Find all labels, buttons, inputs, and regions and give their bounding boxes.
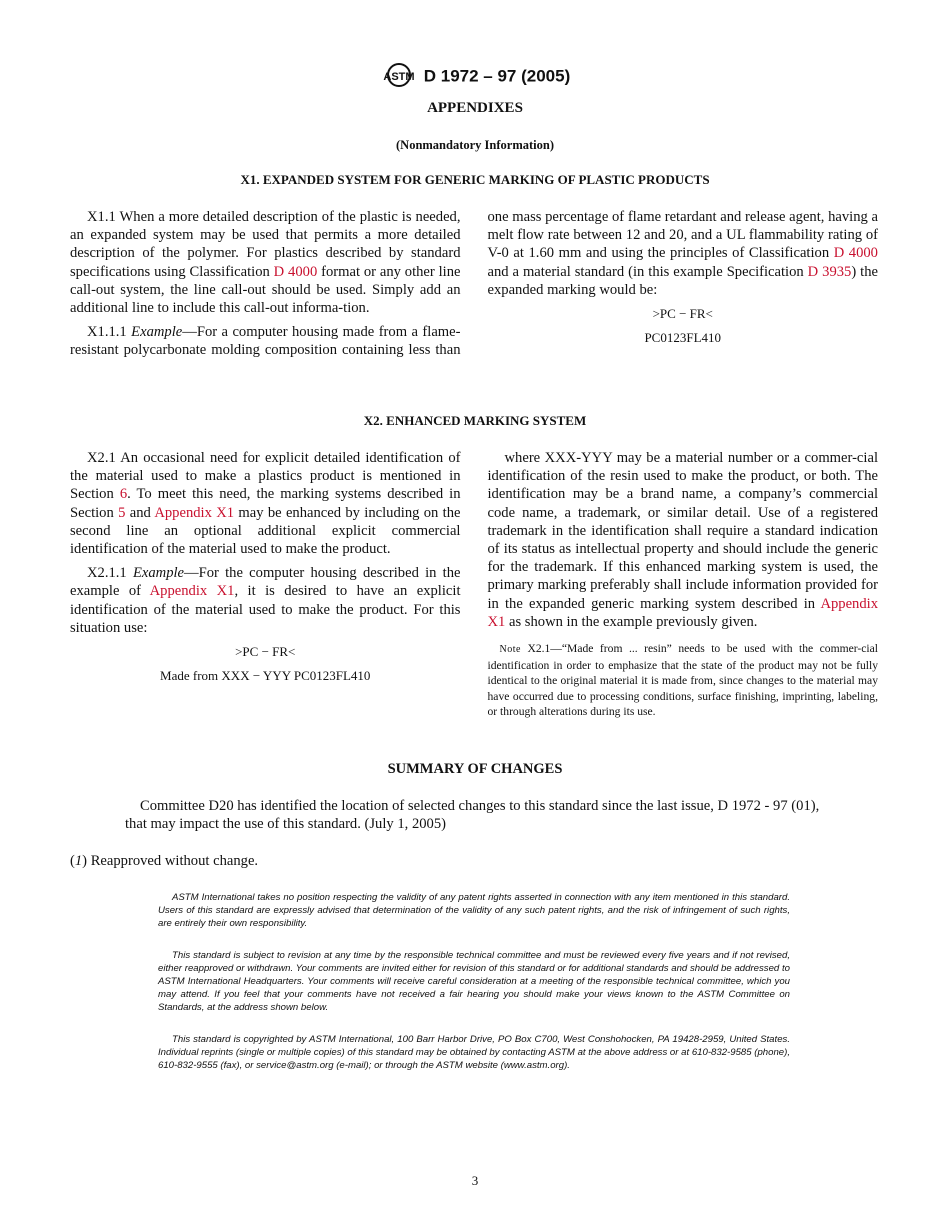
paragraph-x2-1: X2.1 An occasional need for explicit detailed identification of the material used to make a plastics product is mentioned in Section 6. To meet this need, the marking systems described in Section 5 and Appendix X1 may be enhanced by including on the second line an optional additional explicit commercial identification of the material used to make the product. (70, 450, 461, 558)
appendixes-subtitle: (Nonmandatory Information) (396, 138, 554, 152)
svg-text:ASTM: ASTM (383, 71, 415, 83)
footer-notice: This standard is copyrighted by ASTM International, 100 Barr Harbor Drive, PO Box C700, West Conshohocken, PA 19428-2959, United States. Individual reprints (single or multiple copies) of this standard may be obtained by contacting ASTM at the above address or at 610-832-9585 (phone), 610-832-9555 (fax), or service@astm.org (e-mail); or through the ASTM website (www.astm.org). (158, 1034, 790, 1071)
link-appendix-x1[interactable]: Appendix X1 (487, 595, 878, 630)
paragraph-x2-continued: where XXX-YYY may be a material number or a commer-cial identification of the resin used to make the product, or both. The identification may be a brand name, a company’s commercial code name, a trademark, or similar detail. Use of a registered trademark in the identification shall require a standard indication of its status as intellectual property and should include the generic for the trademark. If this enhanced marking system is used, the primary marking preferably shall include information provided for in the expanded generic marking system described in Appendix X1 as shown in the example previously given. (487, 450, 878, 630)
paragraph-x1-1-1: X1.1.1 Example—For a computer housing made from a flame-resistant polycarbonate molding composition containing less than one mass percentage of flame retardant and release agent, having a melt flow rate between 12 and 20, and a UL flammability rating of V-0 at 1.60 mm and using the principles of Classification D 4000 and a material standard (in this example Specification D 3935) the expanded marking would be: (70, 209, 878, 359)
astm-logo-icon (380, 62, 418, 92)
link-appendix-x1[interactable]: Appendix X1 (154, 504, 235, 521)
equation: PC0123FL410 (644, 330, 722, 346)
link-d3935[interactable]: D 3935 (807, 263, 852, 280)
link-appendix-x1[interactable]: Appendix X1 (149, 583, 235, 600)
page-number: 3 (471, 1173, 479, 1188)
paragraph-x2-1-1: X2.1.1 Example—For the computer housing described in the example of Appendix X1, it is desired to have an explicit identification of the material used to make the product. For this situation use: (70, 565, 461, 636)
link-d4000[interactable]: D 4000 (273, 263, 318, 280)
summary-heading: SUMMARY OF CHANGES (387, 761, 563, 777)
x2-heading: X2. ENHANCED MARKING SYSTEM (363, 413, 587, 428)
designation: D 1972 – 97 (2005) (423, 66, 571, 86)
link-d4000[interactable]: D 4000 (833, 245, 878, 262)
footer-notice: This standard is subject to revision at any time by the responsible technical committee and must be reviewed every five years and if not revised, either reapproved or withdrawn. Your comments are invited either for revision of this standard or for additional standards and should be addressed to ASTM International Headquarters. Your comments will receive careful consideration at a meeting of the responsible technical committee, which you may attend. If you feel that your comments have not received a fair hearing you should make your views known to the ASTM Committee on Standards, at the address shown below. (158, 950, 790, 1013)
paragraph-x1-1: X1.1 When a more detailed description of the plastic is needed, an expanded system may be used that permits a more detailed description of the polymer. For plastics described by standard specifications using Classification D 4000 format or any other line call-out system, the line call-out should be used. Simply add an additional line to include this call-out informa-tion. (70, 209, 461, 317)
link-section-5[interactable]: 5 (118, 504, 126, 521)
link-section-6[interactable]: 6 (119, 486, 128, 503)
equation: >PC − FR< (235, 644, 296, 660)
x1-heading: X1. EXPANDED SYSTEM FOR GENERIC MARKING OF PLASTIC PRODUCTS (240, 172, 710, 187)
page-header (0, 62, 950, 92)
equation: Made from XXX − YYY PC0123FL410 (160, 668, 371, 684)
footer-notice: ASTM International takes no position respecting the validity of any patent rights asserted in connection with any item mentioned in this standard. Users of this standard are expressly advised that determination of the validity of any such patent rights, and the risk of infringement of such rights, are entirely their own responsibility. (158, 892, 790, 929)
equation: >PC − FR< (652, 306, 713, 322)
note-x2-1: Note X2.1—“Made from ... resin” needs to be used with the commer-cial identification in order to emphasize that the state of the product may not be fully identical to the original material it is made from, since changes to the material may have occurred due to processing conditions, surface finishing, imprinting, labeling, or through alterations during its use. (487, 642, 878, 719)
x2-body (70, 449, 878, 720)
x1-body (70, 208, 878, 360)
summary-text: Committee D20 has identified the location of selected changes to this standard since the last issue, D 1972 - 97 (01), that may impact the use of this standard. (July 1, 2005) (125, 798, 820, 833)
appendixes-title: APPENDIXES (427, 100, 523, 116)
summary-item: (1) Reapproved without change. (70, 853, 259, 869)
